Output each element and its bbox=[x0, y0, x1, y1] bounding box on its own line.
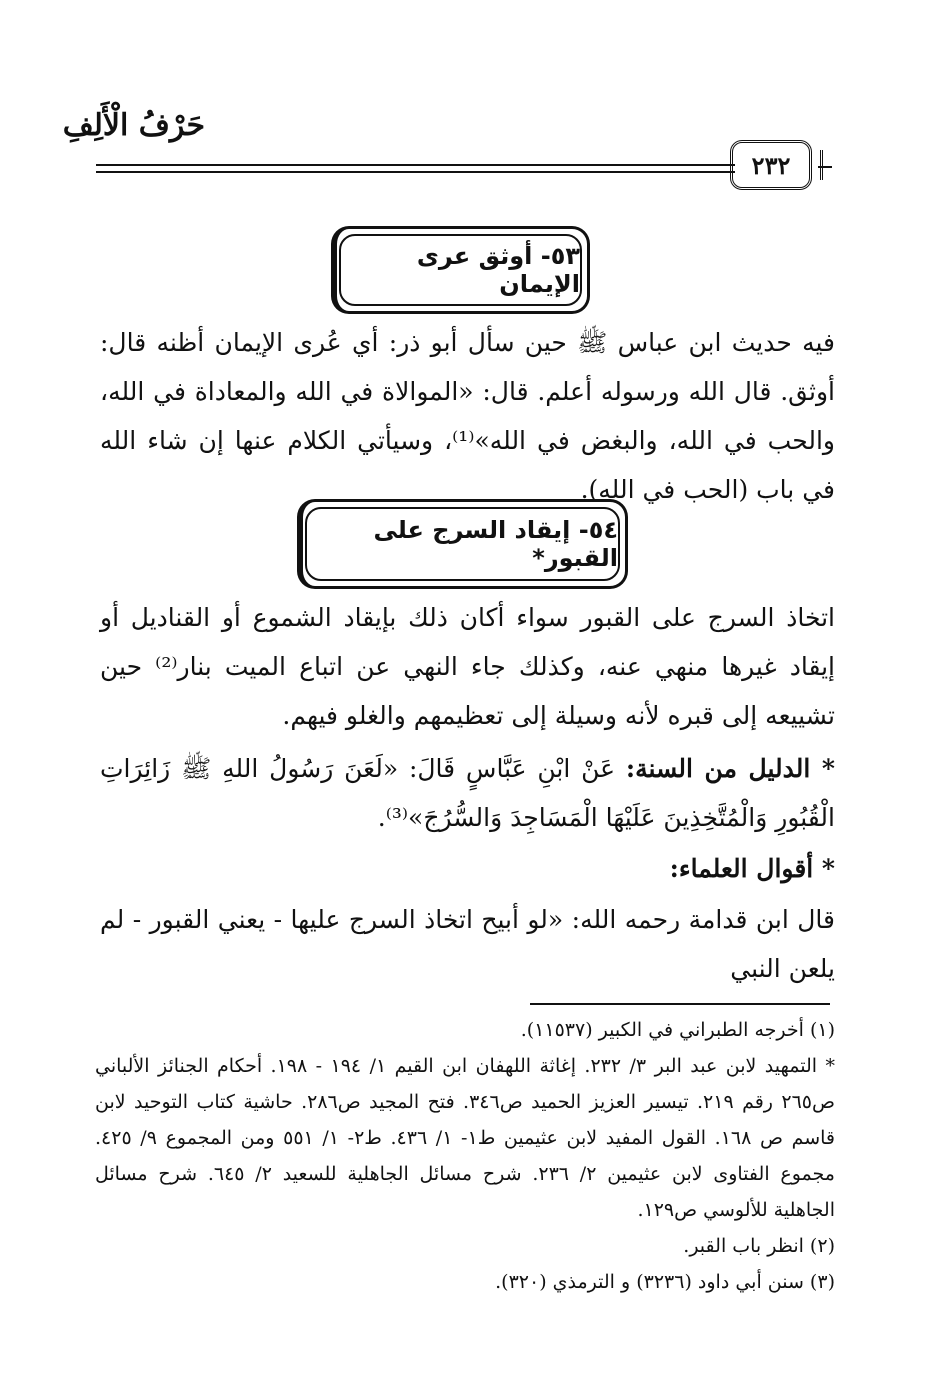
footnote-2: (٢) انظر باب القبر. bbox=[683, 1235, 835, 1257]
ibn-qudama-quote: قال ابن قدامة رحمه الله: «لو أبيح اتخاذ السرج عليها - يعني القبور - لم يلعن النبي bbox=[100, 905, 835, 983]
section-54-heading: ٥٤- إيقاد السرج على القبور* bbox=[305, 507, 620, 581]
page-number-ornament bbox=[820, 150, 837, 180]
scholars-label: * أقوال العلماء: bbox=[669, 854, 835, 883]
evidence-label: * الدليل من السنة: bbox=[625, 754, 835, 783]
footnote-sources: * التمهيد لابن عبد البر ٣/ ٢٣٢. إغاثة اللهفان ابن القيم ١/ ١٩٤ - ١٩٨. أحكام الجنائز الألباني ص٢٦٥ رقم ٢١٩. تيسير العزيز الحميد ص٣٤٦. فتح المجيد ص٢٨٦. حاشية كتاب التوحيد لابن قاسم ص ١٦٨. القول المفيد لابن عثيمين ط١- ١/ ٤٣٦. ط٢- ١/ ٥٥١ ومن المجموع ٩/ ٤٢٥. مجموع الفتاوى لابن عثيمين ٢/ ٢٣٦. شرح مسائل الجاهلية للسعيد ٢/ ٦٤٥. شرح مسائل الجاهلية للألوسي ص١٢٩. bbox=[95, 1055, 836, 1221]
footnote-3: (٣) سنن أبي داود (٣٢٣٦) و الترمذي (٣٢٠). bbox=[495, 1271, 835, 1293]
section-54-body: اتخاذ السرج على القبور سواء أكان ذلك بإيقاد الشموع أو القناديل أو إيقاد غيرها منهي عنه، وكذلك جاء النهي عن اتباع الميت بنار⁽²⁾ حين تشييعه إلى قبره لأنه وسيلة إلى تعظيمهم والغلو فيهم. bbox=[100, 603, 835, 730]
footnote-separator bbox=[530, 1003, 830, 1005]
footnote-1: (١) أخرجه الطبراني في الكبير (١١٥٣٧). bbox=[520, 1019, 835, 1041]
page-number: ٢٣٢ bbox=[730, 140, 812, 190]
header-rule-bottom bbox=[96, 171, 735, 173]
evidence-paragraph bbox=[100, 744, 835, 842]
section-53-body: فيه حديث ابن عباس ﷺ حين سأل أبو ذر: أي عُرى الإيمان أظنه قال: أوثق. قال الله ورسوله أعلم. قال: «الموالاة في الله والمعاداة في الله، والحب في الله، والبغض في الله»⁽¹⁾، وسيأتي الكلام عنها إن شاء الله في باب (الحب في الله). bbox=[100, 328, 835, 504]
header-rule-top bbox=[96, 164, 735, 166]
page-number-dash bbox=[818, 166, 832, 168]
footnotes bbox=[95, 1012, 835, 1300]
evidence-hadith: عَنْ ابْنِ عَبَّاسٍ قَالَ: «لَعَنَ رَسُولُ اللهِ ﷺ زَائِرَاتِ الْقُبُورِ وَالْمُتَّخِذِينَ عَلَيْهَا الْمَسَاجِدَ وَالسُّرُجَ»⁽³⁾. bbox=[100, 754, 835, 832]
chapter-title: حَرْفُ الْأَلِفِ bbox=[62, 108, 205, 143]
section-53-heading: ٥٣- أوثق عرى الإيمان bbox=[339, 234, 582, 306]
